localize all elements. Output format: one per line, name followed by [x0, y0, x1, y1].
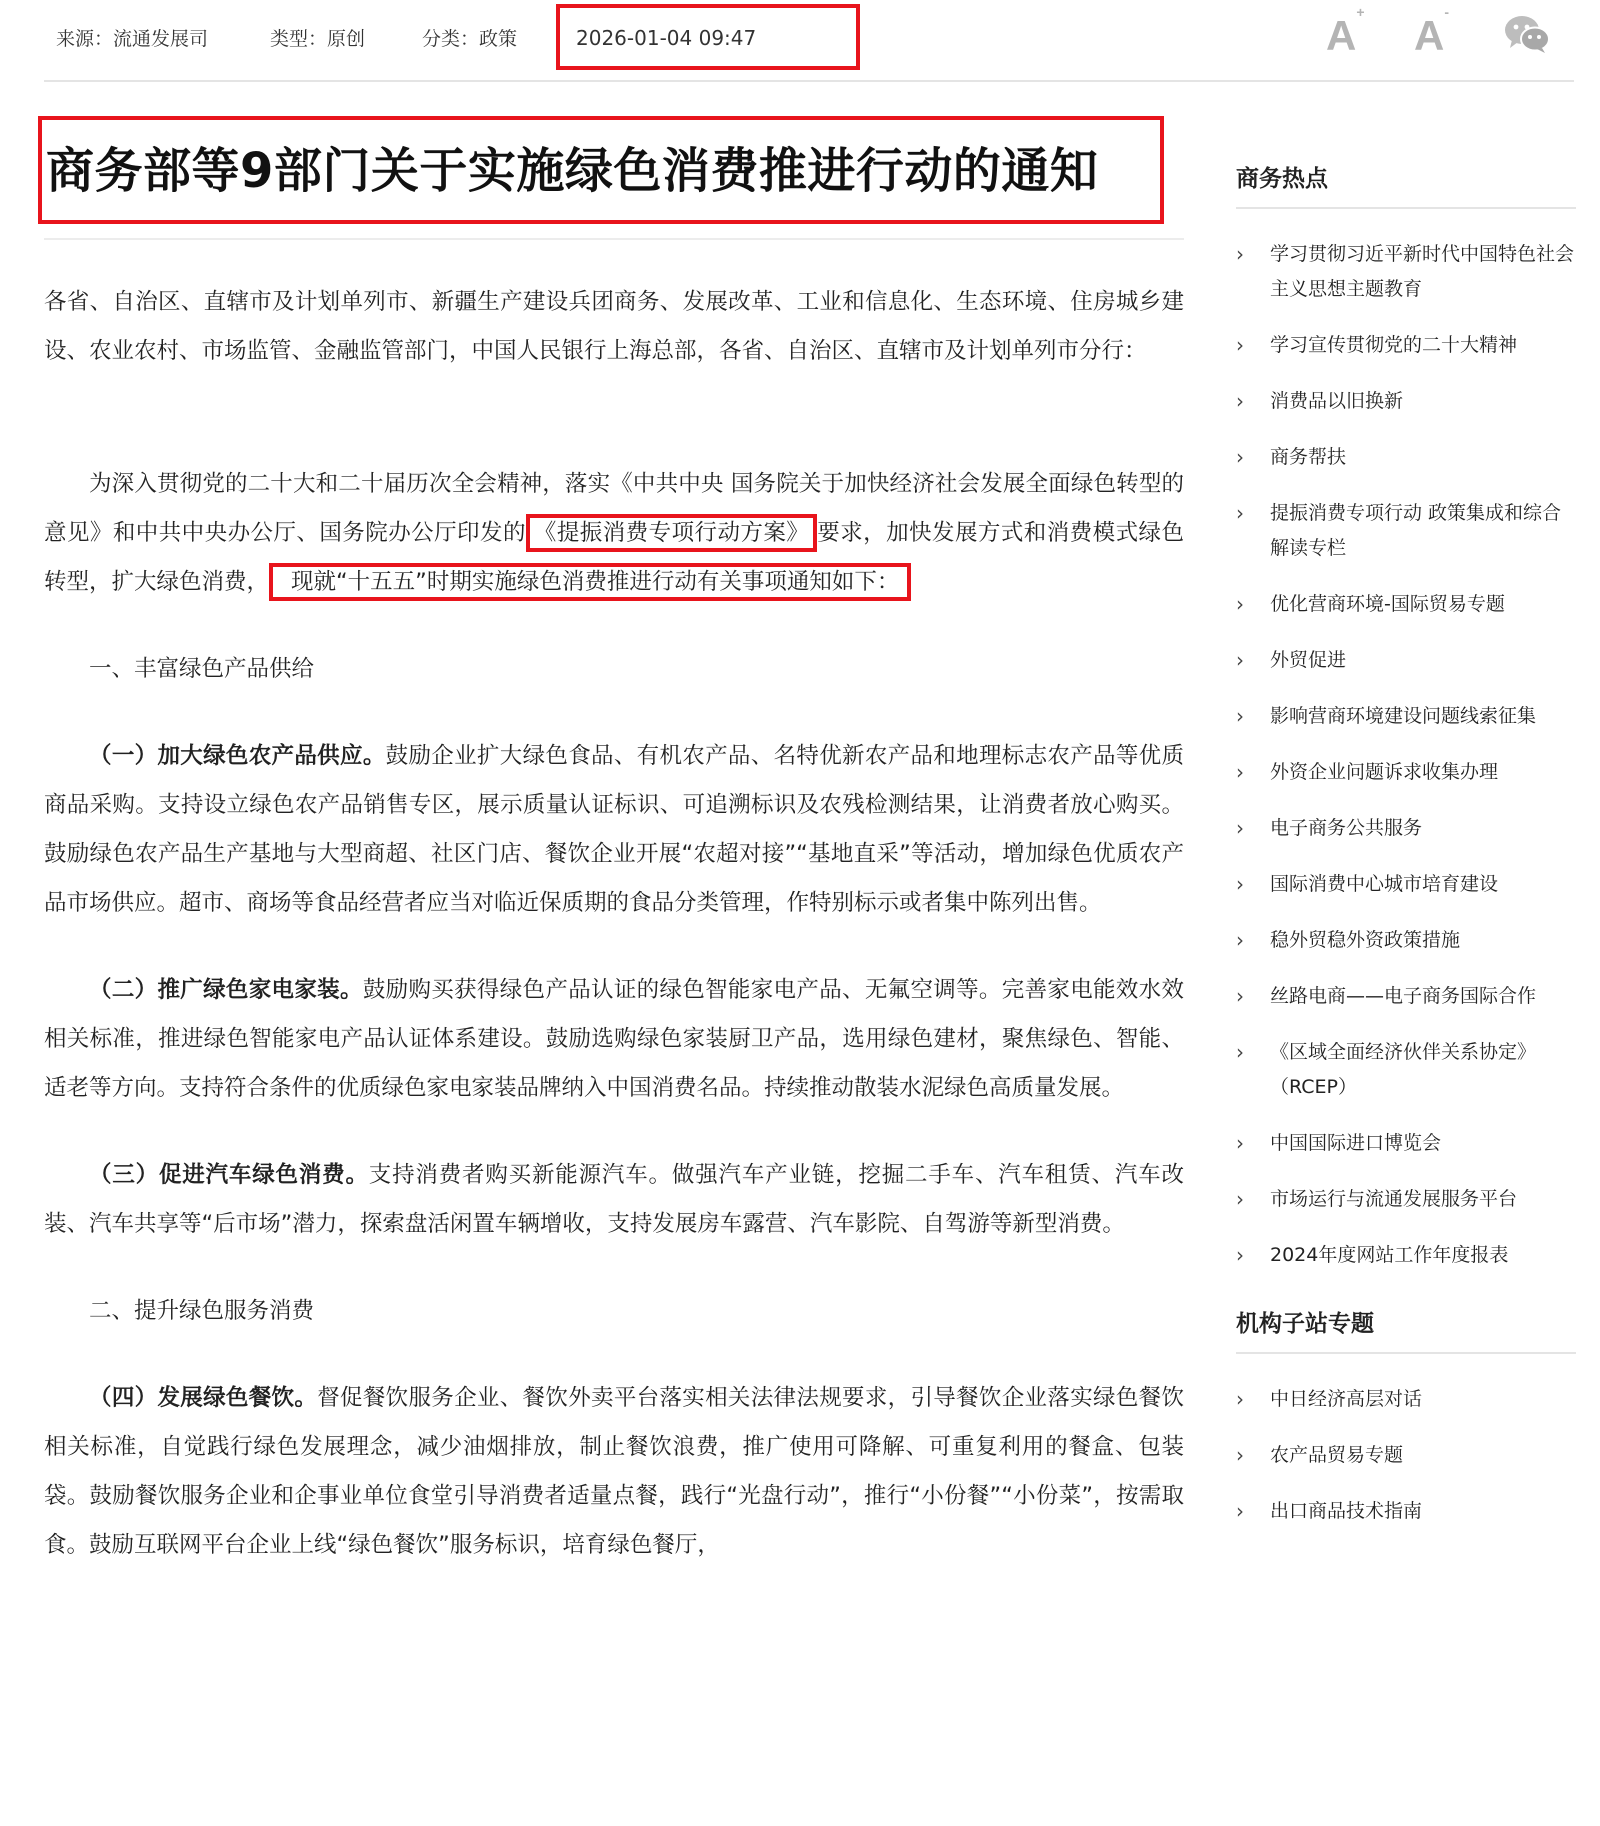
hot-topic-item-label: 优化营商环境-国际贸易专题 [1270, 593, 1505, 615]
intro-text-2: 要求，加快发展方式和消费模式绿色转型，扩大绿色消费， [44, 520, 1184, 595]
hot-topic-item-label: 稳外贸稳外资政策措施 [1270, 929, 1461, 951]
hot-topic-item-label: 丝路电商——电子商务国际合作 [1270, 985, 1537, 1007]
hot-topic-item-label: 《区域全面经济伙伴关系协定》（RCEP） [1270, 1041, 1537, 1098]
article-body [44, 278, 1184, 1608]
hot-topic-item[interactable] [1236, 699, 1576, 734]
hot-topic-item[interactable] [1236, 384, 1576, 419]
font-size-decrease-button[interactable] [1414, 4, 1450, 60]
hot-topic-item-label: 商务帮扶 [1270, 446, 1347, 468]
hot-topic-item[interactable] [1236, 496, 1576, 566]
chevron-right-icon: › [1236, 333, 1244, 357]
source-label: 来源：流通发展司 [56, 28, 209, 50]
substation-topic-item-label: 农产品贸易专题 [1270, 1444, 1404, 1466]
hot-topic-item[interactable] [1236, 643, 1576, 678]
substation-topic-item-label: 出口商品技术指南 [1270, 1500, 1423, 1522]
category-label: 分类：政策 [422, 28, 518, 50]
sidebar-heading-substations: 机构子站专题 [1236, 1305, 1576, 1354]
hot-topic-item-label: 影响营商环境建设问题线索征集 [1270, 705, 1537, 727]
hot-topic-item[interactable] [1236, 440, 1576, 475]
chevron-right-icon: › [1236, 1443, 1244, 1467]
chevron-right-icon: › [1236, 872, 1244, 896]
title-divider [44, 238, 1184, 240]
substation-topics-list [1236, 1382, 1576, 1529]
addressee-paragraph: 各省、自治区、直辖市及计划单列市、新疆生产建设兵团商务、发展改革、工业和信息化、生态环境、住房城乡建设、农业农村、市场监管、金融监管部门，中国人民银行上海总部，各省、自治区、直辖市及计划单列市分行： [44, 289, 1184, 364]
substation-topic-item[interactable] [1236, 1438, 1576, 1473]
hot-topic-item-label: 电子商务公共服务 [1270, 817, 1423, 839]
hot-topic-item-label: 2024年度网站工作年度报表 [1270, 1244, 1509, 1266]
hot-topic-item[interactable] [1236, 587, 1576, 622]
hot-topic-item-label: 中国国际进口博览会 [1270, 1132, 1442, 1154]
item-text-3: 支持消费者购买新能源汽车。做强汽车产业链，挖掘二手车、汽车租赁、汽车改装、汽车共享等“后市场”潜力，探索盘活闲置车辆增收，支持发展房车露营、汽车影院、自驾游等新型消费。 [44, 1162, 1184, 1237]
item-lead-3: （三）促进汽车绿色消费。 [89, 1162, 369, 1188]
chevron-right-icon: › [1236, 242, 1244, 266]
hot-topic-item-label: 外资企业问题诉求收集办理 [1270, 761, 1499, 783]
chevron-right-icon: › [1236, 1040, 1244, 1064]
font-size-increase-button[interactable] [1326, 4, 1365, 60]
publish-datetime: 2026-01-04 09:47 [556, 4, 860, 70]
font-increase-glyph: A [1326, 12, 1357, 59]
item-paragraph-3 [44, 1151, 1184, 1249]
chevron-right-icon: › [1236, 1243, 1244, 1267]
type-label: 类型：原创 [270, 28, 366, 50]
chevron-right-icon: › [1236, 704, 1244, 728]
item-paragraph-4 [44, 1374, 1184, 1570]
hot-topic-item[interactable] [1236, 923, 1576, 958]
hot-topic-item[interactable] [1236, 328, 1576, 363]
intro-paragraph [44, 460, 1184, 607]
chevron-right-icon: › [1236, 1387, 1244, 1411]
item-text-4: 督促餐饮服务企业、餐饮外卖平台落实相关法律法规要求，引导餐饮企业落实绿色餐饮相关标准，自觉践行绿色发展理念，减少油烟排放，制止餐饮浪费，推广使用可降解、可重复利用的餐盒、包装袋。鼓励餐饮服务企业和企事业单位食堂引导消费者适量点餐，践行“光盘行动”，推行“小份餐”“小份菜”，按需取食。鼓励互联网平台企业上线“绿色餐饮”服务标识，培育绿色餐厅， [44, 1385, 1184, 1558]
page-title: 商务部等9部门关于实施绿色消费推进行动的通知 [46, 143, 1099, 199]
section-heading-2: 二、提升绿色服务消费 [89, 1298, 315, 1324]
item-paragraph-2 [44, 966, 1184, 1113]
item-text-2: 鼓励购买获得绿色产品认证的绿色智能家电产品、无氟空调等。完善家电能效水效相关标准，推进绿色智能家电产品认证体系建设。鼓励选购绿色家装厨卫产品，选用绿色建材，聚焦绿色、智能、适老等方向。支持符合条件的优质绿色家电家装品牌纳入中国消费名品。持续推动散装水泥绿色高质量发展。 [44, 977, 1184, 1101]
chevron-right-icon: › [1236, 1187, 1244, 1211]
hot-topic-item[interactable] [1236, 1238, 1576, 1273]
font-decrease-mark: - [1444, 4, 1450, 20]
chevron-right-icon: › [1236, 648, 1244, 672]
action-plan-link-highlight[interactable]: 《提振消费专项行动方案》 [526, 514, 817, 552]
substation-topic-item[interactable] [1236, 1494, 1576, 1529]
substation-topic-item-label: 中日经济高层对话 [1270, 1388, 1423, 1410]
section-heading-1: 一、丰富绿色产品供给 [89, 656, 315, 682]
hot-topic-item-label: 学习宣传贯彻党的二十大精神 [1270, 334, 1518, 356]
item-lead-1: （一）加大绿色农产品供应。 [89, 743, 386, 769]
hot-topic-item-label: 国际消费中心城市培育建设 [1270, 873, 1499, 895]
hot-topic-item[interactable] [1236, 1182, 1576, 1217]
font-increase-mark: + [1356, 4, 1365, 20]
title-highlight-box [38, 116, 1164, 224]
hot-topics-list [1236, 237, 1576, 1273]
hot-topic-item[interactable] [1236, 755, 1576, 790]
hot-topic-item[interactable] [1236, 979, 1576, 1014]
hot-topic-item-label: 消费品以旧换新 [1270, 390, 1404, 412]
hot-topic-item-label: 学习贯彻习近平新时代中国特色社会主义思想主题教育 [1270, 243, 1575, 300]
hot-topic-item[interactable] [1236, 867, 1576, 902]
article-meta-bar [44, 0, 1574, 82]
item-paragraph-1 [44, 732, 1184, 928]
item-text-1: 鼓励企业扩大绿色食品、有机农产品、名特优新农产品和地理标志农产品等优质商品采购。支持设立绿色农产品销售专区，展示质量认证标识、可追溯标识及农残检测结果，让消费者放心购买。鼓励绿色农产品生产基地与大型商超、社区门店、餐饮企业开展“农超对接”“基地直采”等活动，增加绿色优质农产品市场供应。超市、商场等食品经营者应当对临近保质期的食品分类管理，作特别标示或者集中陈列出售。 [44, 743, 1184, 916]
chevron-right-icon: › [1236, 816, 1244, 840]
hot-topic-item[interactable] [1236, 811, 1576, 846]
chevron-right-icon: › [1236, 1499, 1244, 1523]
hot-topic-item[interactable] [1236, 237, 1576, 307]
wechat-icon[interactable] [1504, 14, 1550, 54]
chevron-right-icon: › [1236, 389, 1244, 413]
substation-topic-item[interactable] [1236, 1382, 1576, 1417]
item-lead-4: （四）发展绿色餐饮。 [89, 1385, 318, 1411]
intro-text-1: 为深入贯彻党的二十大和二十届历次全会精神，落实《中共中央 国务院关于加快经济社会发展全面绿色转型的意见》和中共中央办公厅、国务院办公厅印发的 [44, 471, 1184, 546]
hot-topic-item[interactable] [1236, 1035, 1576, 1105]
notice-sentence-highlight: 现就“十五五”时期实施绿色消费推进行动有关事项通知如下： [269, 563, 911, 601]
chevron-right-icon: › [1236, 760, 1244, 784]
chevron-right-icon: › [1236, 984, 1244, 1008]
sidebar-heading-hot: 商务热点 [1236, 160, 1576, 209]
item-lead-2: （二）推广绿色家电家装。 [89, 977, 363, 1003]
hot-topic-item-label: 外贸促进 [1270, 649, 1347, 671]
sidebar [1236, 160, 1576, 1550]
hot-topic-item-label: 市场运行与流通发展服务平台 [1270, 1188, 1518, 1210]
chevron-right-icon: › [1236, 592, 1244, 616]
chevron-right-icon: › [1236, 928, 1244, 952]
font-decrease-glyph: A [1414, 12, 1445, 59]
chevron-right-icon: › [1236, 1131, 1244, 1155]
hot-topic-item[interactable] [1236, 1126, 1576, 1161]
hot-topic-item-label: 提振消费专项行动 政策集成和综合解读专栏 [1270, 502, 1562, 559]
chevron-right-icon: › [1236, 501, 1244, 525]
chevron-right-icon: › [1236, 445, 1244, 469]
